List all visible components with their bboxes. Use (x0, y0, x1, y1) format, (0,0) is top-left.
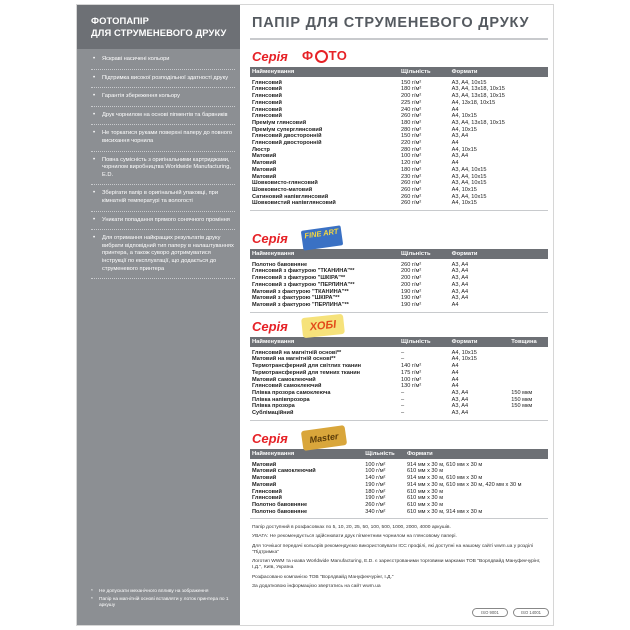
table-row (250, 302, 548, 309)
table-cell: Глянсовий (252, 86, 282, 93)
table-cell: 190 г/м² (401, 288, 422, 295)
table-cell: 190 г/м² (401, 301, 422, 308)
benefit-item: • Друк чорнилом на основі пігментів та барвників (91, 107, 235, 126)
series-word: Серія (252, 49, 288, 64)
benefit-item: • Уникати попадання прямого сонячного проміння (91, 212, 235, 231)
series-label (250, 227, 548, 249)
table-cell: Глянсовий двосторонній (252, 133, 322, 140)
table-cell (509, 363, 548, 370)
table-cell: A3, A4 (451, 153, 469, 160)
table-cell: A4 (451, 363, 459, 370)
table-cell: Матовий (252, 160, 277, 167)
fine-art-logo: FINE ART (302, 228, 342, 248)
table-cell: Глянсовий (252, 93, 282, 100)
table-cell: 340 г/м² (365, 508, 386, 515)
table-cell: 260 г/м² (401, 200, 422, 207)
table-cell: 190 г/м² (365, 481, 386, 488)
column-header: Щільність (399, 249, 450, 259)
table-cell: A3, A4 (451, 403, 469, 410)
table-row (250, 459, 548, 469)
table-cell: A4 (451, 376, 459, 383)
table-row (250, 475, 548, 482)
table-cell: A3, A4, 10x15 (451, 180, 487, 187)
table-cell: Глянсовий на магнітній основі** (252, 349, 342, 356)
table-row (250, 275, 548, 282)
benefit-item: • Яскраві насичені кольори (91, 51, 235, 70)
benefits-list (91, 51, 235, 279)
column-header: Щільність (399, 67, 450, 77)
table-cell: 140 г/м² (365, 475, 386, 482)
series-fine-art (250, 227, 548, 313)
table-row (250, 397, 548, 404)
table-row (250, 502, 548, 509)
table-cell: 240 г/м² (401, 106, 422, 113)
cert-badge: ISO 9001 (472, 608, 508, 617)
table-cell: 220 г/м² (401, 140, 422, 147)
table-row (250, 160, 548, 167)
page-title: ПАПІР ДЛЯ СТРУМЕНЕВОГО ДРУКУ (252, 15, 530, 31)
table-row (250, 77, 548, 87)
table-cell: 260 г/м² (365, 501, 386, 508)
table-cell: Глянсовий (252, 106, 282, 113)
table-cell: Глянсовий з фактурою "ШКІРА"** (252, 275, 346, 282)
table-cell: 150 г/м² (401, 79, 422, 86)
table-cell: A3, A4, 13x18, 10x15 (451, 119, 505, 126)
table-cell: Шовковисто-матовий (252, 186, 313, 193)
table-cell: 610 мм x 30 м, 914 мм x 30 м (406, 508, 483, 515)
table-row (250, 363, 548, 370)
table-cell (509, 410, 548, 417)
table-row (250, 167, 548, 174)
table-cell: Глянсовий (252, 495, 282, 502)
table-cell: A4, 10x15 (451, 200, 477, 207)
table-cell: A4 (451, 369, 459, 376)
table-row (250, 187, 548, 194)
table-cell: – (401, 349, 405, 356)
table-cell: Матовий самоклеючий (252, 468, 316, 475)
footnote: * Не допускати механічного впливу на зображення (91, 589, 231, 595)
foto-logo (302, 46, 347, 66)
table-row (250, 347, 548, 357)
lens-icon (315, 50, 328, 63)
table-cell: – (401, 403, 405, 410)
table-cell: A4, 10x15 (451, 356, 477, 363)
table-row (250, 410, 548, 417)
table-cell: Глянсовий самоклеючий (252, 383, 322, 390)
note-line: За додатковою інформацією звертатись на сайт wwm.ua (252, 584, 381, 590)
series-label (250, 427, 548, 449)
table-row (250, 100, 548, 107)
table-cell: 260 г/м² (401, 186, 422, 193)
table-cell: A3, A4 (451, 295, 469, 302)
master-logo: Master (302, 428, 346, 448)
column-header: Товщина (509, 337, 548, 347)
table-cell: A4, 10x15 (451, 349, 477, 356)
table-cell: 914 мм x 30 м, 610 мм x 30 м (406, 461, 483, 468)
table-cell: 260 г/м² (401, 261, 422, 268)
table-cell: 100 г/м² (401, 376, 422, 383)
table-cell: A3, A4 (451, 281, 469, 288)
table-cell: 200 г/м² (401, 268, 422, 275)
table-cell: Матовий з фактурою "ПЕРЛИНА"** (252, 301, 349, 308)
column-header: Щільність (363, 449, 405, 459)
column-header: Формати (405, 449, 548, 459)
certification-marks (472, 608, 549, 617)
table-row (250, 489, 548, 496)
table-row (250, 180, 548, 187)
series-foto (250, 45, 548, 211)
table-cell: 610 мм x 30 м (406, 495, 444, 502)
title-divider (250, 38, 548, 40)
table-cell: Полотно бавовняне (252, 508, 308, 515)
table-foto (250, 67, 548, 207)
table-cell: 150 г/м² (401, 133, 422, 140)
table-row (250, 383, 548, 390)
table-cell: 150 мкм (511, 403, 533, 410)
column-header: Формати (450, 249, 548, 259)
table-cell: 280 г/м² (401, 126, 422, 133)
table-cell: 260 г/м² (401, 113, 422, 120)
table-row (250, 107, 548, 114)
table-cell: 610 мм x 30 м (406, 488, 444, 495)
table-cell: Полотно бавовняне (252, 261, 308, 268)
table-cell: 175 г/м² (401, 369, 422, 376)
left-title-line-2: ДЛЯ СТРУМЕНЕВОГО ДРУКУ (91, 27, 227, 38)
series-label (250, 45, 548, 67)
table-cell: Матовий (252, 461, 277, 468)
table-cell: Сатиновий напівглянсовий (252, 193, 329, 200)
logo-letter: ТО (328, 48, 348, 64)
table-cell (509, 383, 548, 390)
left-column (77, 5, 240, 625)
table-cell: 190 г/м² (401, 295, 422, 302)
table-cell: Матовий з фактурою "ШКІРА"** (252, 295, 340, 302)
table-cell: 130 г/м² (401, 383, 422, 390)
table-row (250, 120, 548, 127)
series-hobby (250, 315, 548, 421)
column-header: Найменування (250, 249, 399, 259)
table-cell: 260 г/м² (401, 193, 422, 200)
table-cell (509, 370, 548, 377)
footer-notes (252, 525, 548, 593)
table-cell: A3, A4 (451, 389, 469, 396)
table-cell (509, 377, 548, 384)
table-cell: 914 мм x 30 м, 610 мм x 30 м (406, 475, 483, 482)
table-row (250, 153, 548, 160)
header-row (250, 249, 548, 259)
benefit-item: • Для отримання найкращих результатів друку вибрати відповідний тип паперу в налаштуваннях принтера, а також суворо дотримуватися інструкції по експлуатації, що додається до струменевого принтера (91, 230, 235, 279)
series-label (250, 315, 548, 337)
column-header: Щільність (399, 337, 450, 347)
table-cell (509, 347, 548, 357)
column-header: Найменування (250, 67, 399, 77)
table-cell: Глянсовий (252, 113, 282, 120)
table-cell: A3, A4 (451, 133, 469, 140)
table-cell: 610 мм x 30 м (406, 501, 444, 508)
table-cell: 914 мм x 30 м, 610 мм x 30 м, 420 мм x 30 м (406, 481, 522, 488)
benefit-item: • Підтримка високої розподільної здатності друку (91, 70, 235, 89)
table-cell: Полотно бавовняне (252, 501, 308, 508)
table-cell: 150 мкм (511, 389, 533, 396)
table-cell: Глянсовий (252, 79, 282, 86)
table-cell: Глянсовий (252, 99, 282, 106)
series-master (250, 427, 548, 519)
table-cell: Глянсовий з фактурою "ТКАНИНА"** (252, 268, 355, 275)
table-cell: Глянсовий (252, 488, 282, 495)
table-cell: A3, A4 (451, 275, 469, 282)
table-cell: Матовий з фактурою "ТКАНИНА"** (252, 288, 349, 295)
table-cell: A3, A4 (451, 261, 469, 268)
table-cell: 100 г/м² (365, 468, 386, 475)
table-cell: Сублімаційний (252, 410, 294, 417)
table-cell: A4, 10x15 (451, 126, 477, 133)
catalog-sheet (76, 4, 554, 626)
table-cell: Шовковистий напівглянсовий (252, 200, 336, 207)
table-master (250, 449, 548, 515)
column-header: Формати (450, 337, 510, 347)
table-row (250, 295, 548, 302)
table-cell: A4 (451, 106, 459, 113)
table-cell: 280 г/м² (401, 146, 422, 153)
table-cell: 200 г/м² (401, 93, 422, 100)
table-cell: A4 (451, 160, 459, 167)
table-row (250, 282, 548, 289)
table-cell: Термотрансферний для світлих тканин (252, 363, 362, 370)
table-cell: – (401, 396, 405, 403)
table-cell (509, 356, 548, 363)
series-word: Серія (252, 231, 288, 246)
table-cell: 180 г/м² (401, 86, 422, 93)
note-line: Розфасовано компанією ТОВ "Ворлдвайд Мануфекчурінг, І.Д." (252, 574, 394, 580)
table-row (250, 113, 548, 120)
table-cell: A3, A4 (451, 268, 469, 275)
table-cell: Плівка прозора (252, 403, 295, 410)
table-cell: A3, A4 (451, 396, 469, 403)
table-row (250, 495, 548, 502)
header-row (250, 337, 548, 347)
table-cell: 200 г/м² (401, 275, 422, 282)
table-cell: 140 г/м² (401, 363, 422, 370)
table-cell: 180 г/м² (401, 119, 422, 126)
table-cell: Термотрансферний для темних тканин (252, 369, 361, 376)
table-row (250, 147, 548, 154)
table-cell: Матовий (252, 173, 277, 180)
table-cell: 190 г/м² (365, 495, 386, 502)
table-cell: A3, A4, 10x15 (451, 79, 487, 86)
table-cell: Плівка напівпрозора (252, 396, 310, 403)
table-cell: Матовий (252, 153, 277, 160)
table-row (250, 390, 548, 397)
table-row (250, 403, 548, 410)
table-cell: 180 г/м² (365, 488, 386, 495)
benefit-item: • Гарантія збереження кольору (91, 88, 235, 107)
table-row (250, 86, 548, 93)
table-cell: 225 г/м² (401, 99, 422, 106)
left-header (77, 5, 240, 49)
table-cell: Матовий (252, 475, 277, 482)
series-word: Серія (252, 319, 288, 334)
header-row (250, 449, 548, 459)
left-title-line-1: ФОТОПАПІР (91, 15, 149, 26)
cert-badge: ISO 14001 (513, 608, 549, 617)
benefit-item: • Не торкатися руками поверхні паперу до повного висихання чорнила (91, 125, 235, 151)
column-header: Найменування (250, 449, 363, 459)
table-row (250, 259, 548, 269)
table-row (250, 370, 548, 377)
table-cell: 180 г/м² (401, 166, 422, 173)
table-cell: A4, 13x18, 10x15 (451, 99, 496, 106)
table-fine-art (250, 249, 548, 309)
table-cell: 260 г/м² (401, 180, 422, 187)
table-cell: – (401, 356, 405, 363)
table-cell: A4 (451, 383, 459, 390)
table-cell: A4 (451, 140, 459, 147)
table-cell: 120 г/м² (401, 160, 422, 167)
table-cell: Плівка прозора самоклеюча (252, 389, 331, 396)
table-cell: Люстр (252, 146, 270, 153)
table-cell: 200 г/м² (401, 281, 422, 288)
table-row (250, 200, 548, 207)
table-cell: 610 мм x 30 м (406, 468, 444, 475)
benefit-item: • Зберігати папір в оригінальній упаковці, при кімнатній температурі та вологості (91, 185, 235, 211)
table-cell: Шовковисто-глянсовий (252, 180, 318, 187)
table-cell: 100 г/м² (401, 153, 422, 160)
table-cell: Преміум суперглянсовий (252, 126, 323, 133)
table-cell: 100 г/м² (365, 461, 386, 468)
column-header: Найменування (250, 337, 399, 347)
table-row (250, 482, 548, 489)
footnote: * Папір на магнітній основі вставляти у лоток принтера по 1 аркушу (91, 597, 231, 609)
table-cell: Матовий (252, 166, 277, 173)
table-cell: A3, A4 (451, 288, 469, 295)
table-cell: – (401, 389, 405, 396)
note-line: Логотип WWM та назва Worldwide Manufacturing, E.D. є зареєстрованими торговими марками ТОВ "Ворлдвайд Мануфекчурінг, І.Д.", Київ, Україна (252, 559, 541, 571)
logo-letter: Ф (302, 48, 314, 64)
table-cell: 150 мкм (511, 396, 533, 403)
hobby-logo: ХОБІ (302, 316, 344, 336)
table-cell: A3, A4, 10x15 (451, 166, 487, 173)
table-cell: Матовий на магнітній основі** (252, 356, 336, 363)
table-cell: Глянсовий з фактурою "ПЕРЛИНА"** (252, 281, 355, 288)
footnotes (91, 589, 231, 612)
table-cell: A3, A4 (451, 410, 469, 417)
main-area (240, 5, 554, 625)
header-row (250, 67, 548, 77)
note-line: Папір доступний в розфасовках по 5, 10, 20, 25, 50, 100, 500, 1000, 2000, 4000 аркушів. (252, 525, 451, 530)
table-cell: Матовий (252, 481, 277, 488)
table-cell: 230 г/м² (401, 173, 422, 180)
table-cell: A4, 10x15 (451, 146, 477, 153)
table-cell: A4 (451, 301, 459, 308)
table-cell: A3, A4, 10x15 (451, 173, 487, 180)
note-line: УВАГА: Не рекомендується здійснювати друк пігментним чорнилом на глянсовому папері. (252, 534, 457, 540)
column-header: Формати (450, 67, 548, 77)
series-word: Серія (252, 431, 288, 446)
table-hobby (250, 337, 548, 417)
benefit-item: • Повна сумісність з оригінальними картриджами, чорнилом виробництва Worldwide Manufacturing, E.D. (91, 152, 235, 186)
table-row (250, 509, 548, 516)
table-cell: Преміум глянсовий (252, 119, 307, 126)
table-cell: – (401, 410, 405, 417)
table-cell: A3, A4, 13x18, 10x15 (451, 93, 505, 100)
table-cell: Матовий самоклеючий (252, 376, 316, 383)
table-row (250, 93, 548, 100)
table-cell: A3, A4, 13x18, 10x15 (451, 86, 505, 93)
table-cell: A3, A4, 10x15 (451, 193, 487, 200)
note-line: Для точнішої передачі кольорів рекомендуємо використовувати ICC профілі, які доступні на нашому сайті wwm.ua у розділі "Підтримка" (252, 543, 533, 555)
table-cell: Глянсовий двосторонній (252, 140, 322, 147)
table-cell: A4, 10x15 (451, 186, 477, 193)
table-row (250, 468, 548, 475)
table-row (250, 140, 548, 147)
table-cell: A4, 10x15 (451, 113, 477, 120)
